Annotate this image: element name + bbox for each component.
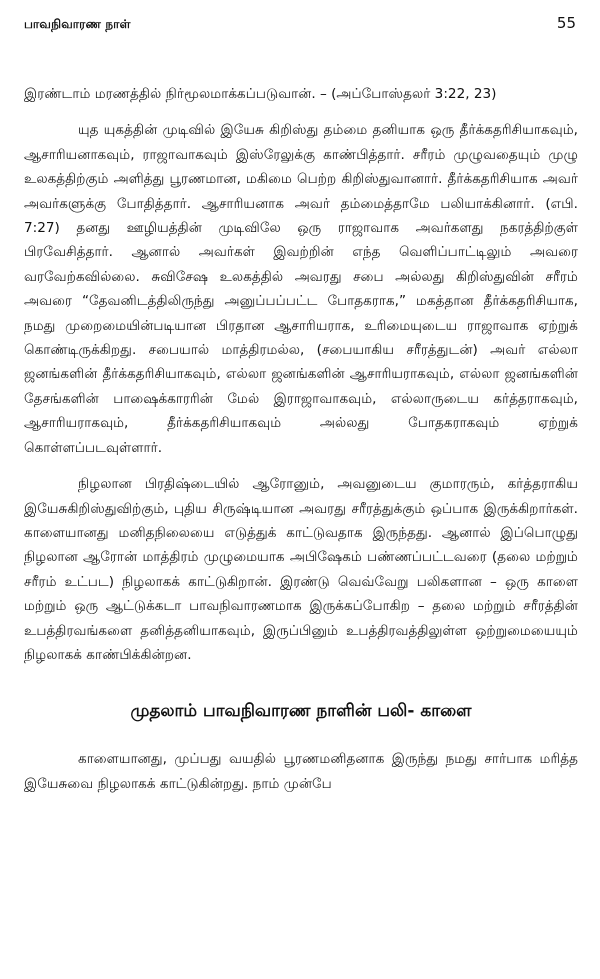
- section-heading: முதலாம் பாவநிவாரண நாளின் பலி- காளை: [130, 701, 472, 722]
- paragraph: நிழலான பிரதிஷ்டையில் ஆரோனும், அவனுடைய குமாரரும், கர்த்தராகிய இயேசுகிறிஸ்துவிற்கும், புதிய சிருஷ்டியான அவரது சரீரத்துக்கும் ஒப்பாக இருக்கிறார்கள். காளையானது மனிதநிலையை எடுத்துக் காட்டுவதாக இருந்தது. ஆனால் இப்பொழுது நிழலான ஆரோன் மாத்திரம் முழுமையாக அபிஷேகம் பண்ணப்பட்டவரை (தலை மற்றும் சரீரம் உட்பட) நிழலாகக் காட்டுகிறான். இரண்டு வெவ்வேறு பலிகளான – ஒரு காளை மற்றும் ஒரு ஆட்டுக்கடா பாவநிவாரணமாக இருக்கப்போகிற – தலை மற்றும் சரீரத்தின் உபத்திரவங்களை தனித்தனியாகவும், இருப்பினும் உபத்திரவத்திலுள்ள ஒற்றுமையையும் நிழலாகக் காண்பிக்கின்றன.: [24, 476, 578, 663]
- paragraph: காளையானது, முப்பது வயதில் பூரணமனிதனாக இருந்து நமது சார்பாக மரித்த இயேசுவை நிழலாகக் காட்டுகின்றது. நாம் முன்பே: [24, 751, 578, 792]
- running-title: பாவநிவாரண நாள்: [24, 17, 131, 31]
- page-header: [24, 14, 578, 40]
- paragraph-continuation: இரண்டாம் மரணத்தில் நிர்மூலமாக்கப்படுவான். – (அப்போஸ்தலர் 3:22, 23): [24, 86, 497, 102]
- paragraph: யுத யுகத்தின் முடிவில் இயேசு கிறிஸ்து தம்மை தனியாக ஒரு தீர்க்கதரிசியாகவும், ஆசாரியனாகவும், ராஜாவாகவும் இஸ்ரேலுக்கு காண்பித்தார். சரீரம் முழுவதையும் முழு உலகத்திற்கும் அளித்து பூரணமான, மகிமை பெற்ற கிறிஸ்துவானார். தீர்க்கதரிசியாக அவர் அவர்களுக்கு போதித்தார். ஆசாரியனாக அவர் தம்மைத்தாமே பலியாக்கினார். (எபி. 7:27) தனது ஊழியத்தின் முடிவிலே ஒரு ராஜாவாக அவர்களது நகரத்திற்குள் பிரவேசித்தார். ஆனால் அவர்கள் இவற்றின் எந்த வெளிப்பாட்டிலும் அவரை வரவேற்கவில்லை. சுவிசேஷ உலகத்தில் அவரது சபை அல்லது கிறிஸ்துவின் சரீரம் அவரை “தேவனிடத்திலிருந்து அனுப்பப்பட்ட போதகராக,” மகத்தான தீர்க்கதரிசியாக, நமது முறைமையின்படியான பிரதான ஆசாரியராக, உரிமையுடைய ராஜாவாக ஏற்றுக் கொண்டிருக்கிறது. சபையால் மாத்திரமல்ல, (சபையாகிய சரீரத்துடன்) அவர் எல்லா ஜனங்களின் தீர்க்கதரிசியாகவும், எல்லா ஜனங்களின் ஆசாரியராகவும், எல்லா ஜனங்களின் தேசங்களின் பாஷைக்காரரின் மேல் இராஜாவாகவும், எல்லாருடைய கர்த்தராகவும், ஆசாரியராகவும், தீர்க்கதரிசியாகவும் அல்லது போதகராகவும் ஏற்றுக் கொள்ளப்படவுள்ளார்.: [24, 122, 578, 456]
- page-number: 55: [556, 14, 576, 32]
- body-text: [24, 82, 578, 796]
